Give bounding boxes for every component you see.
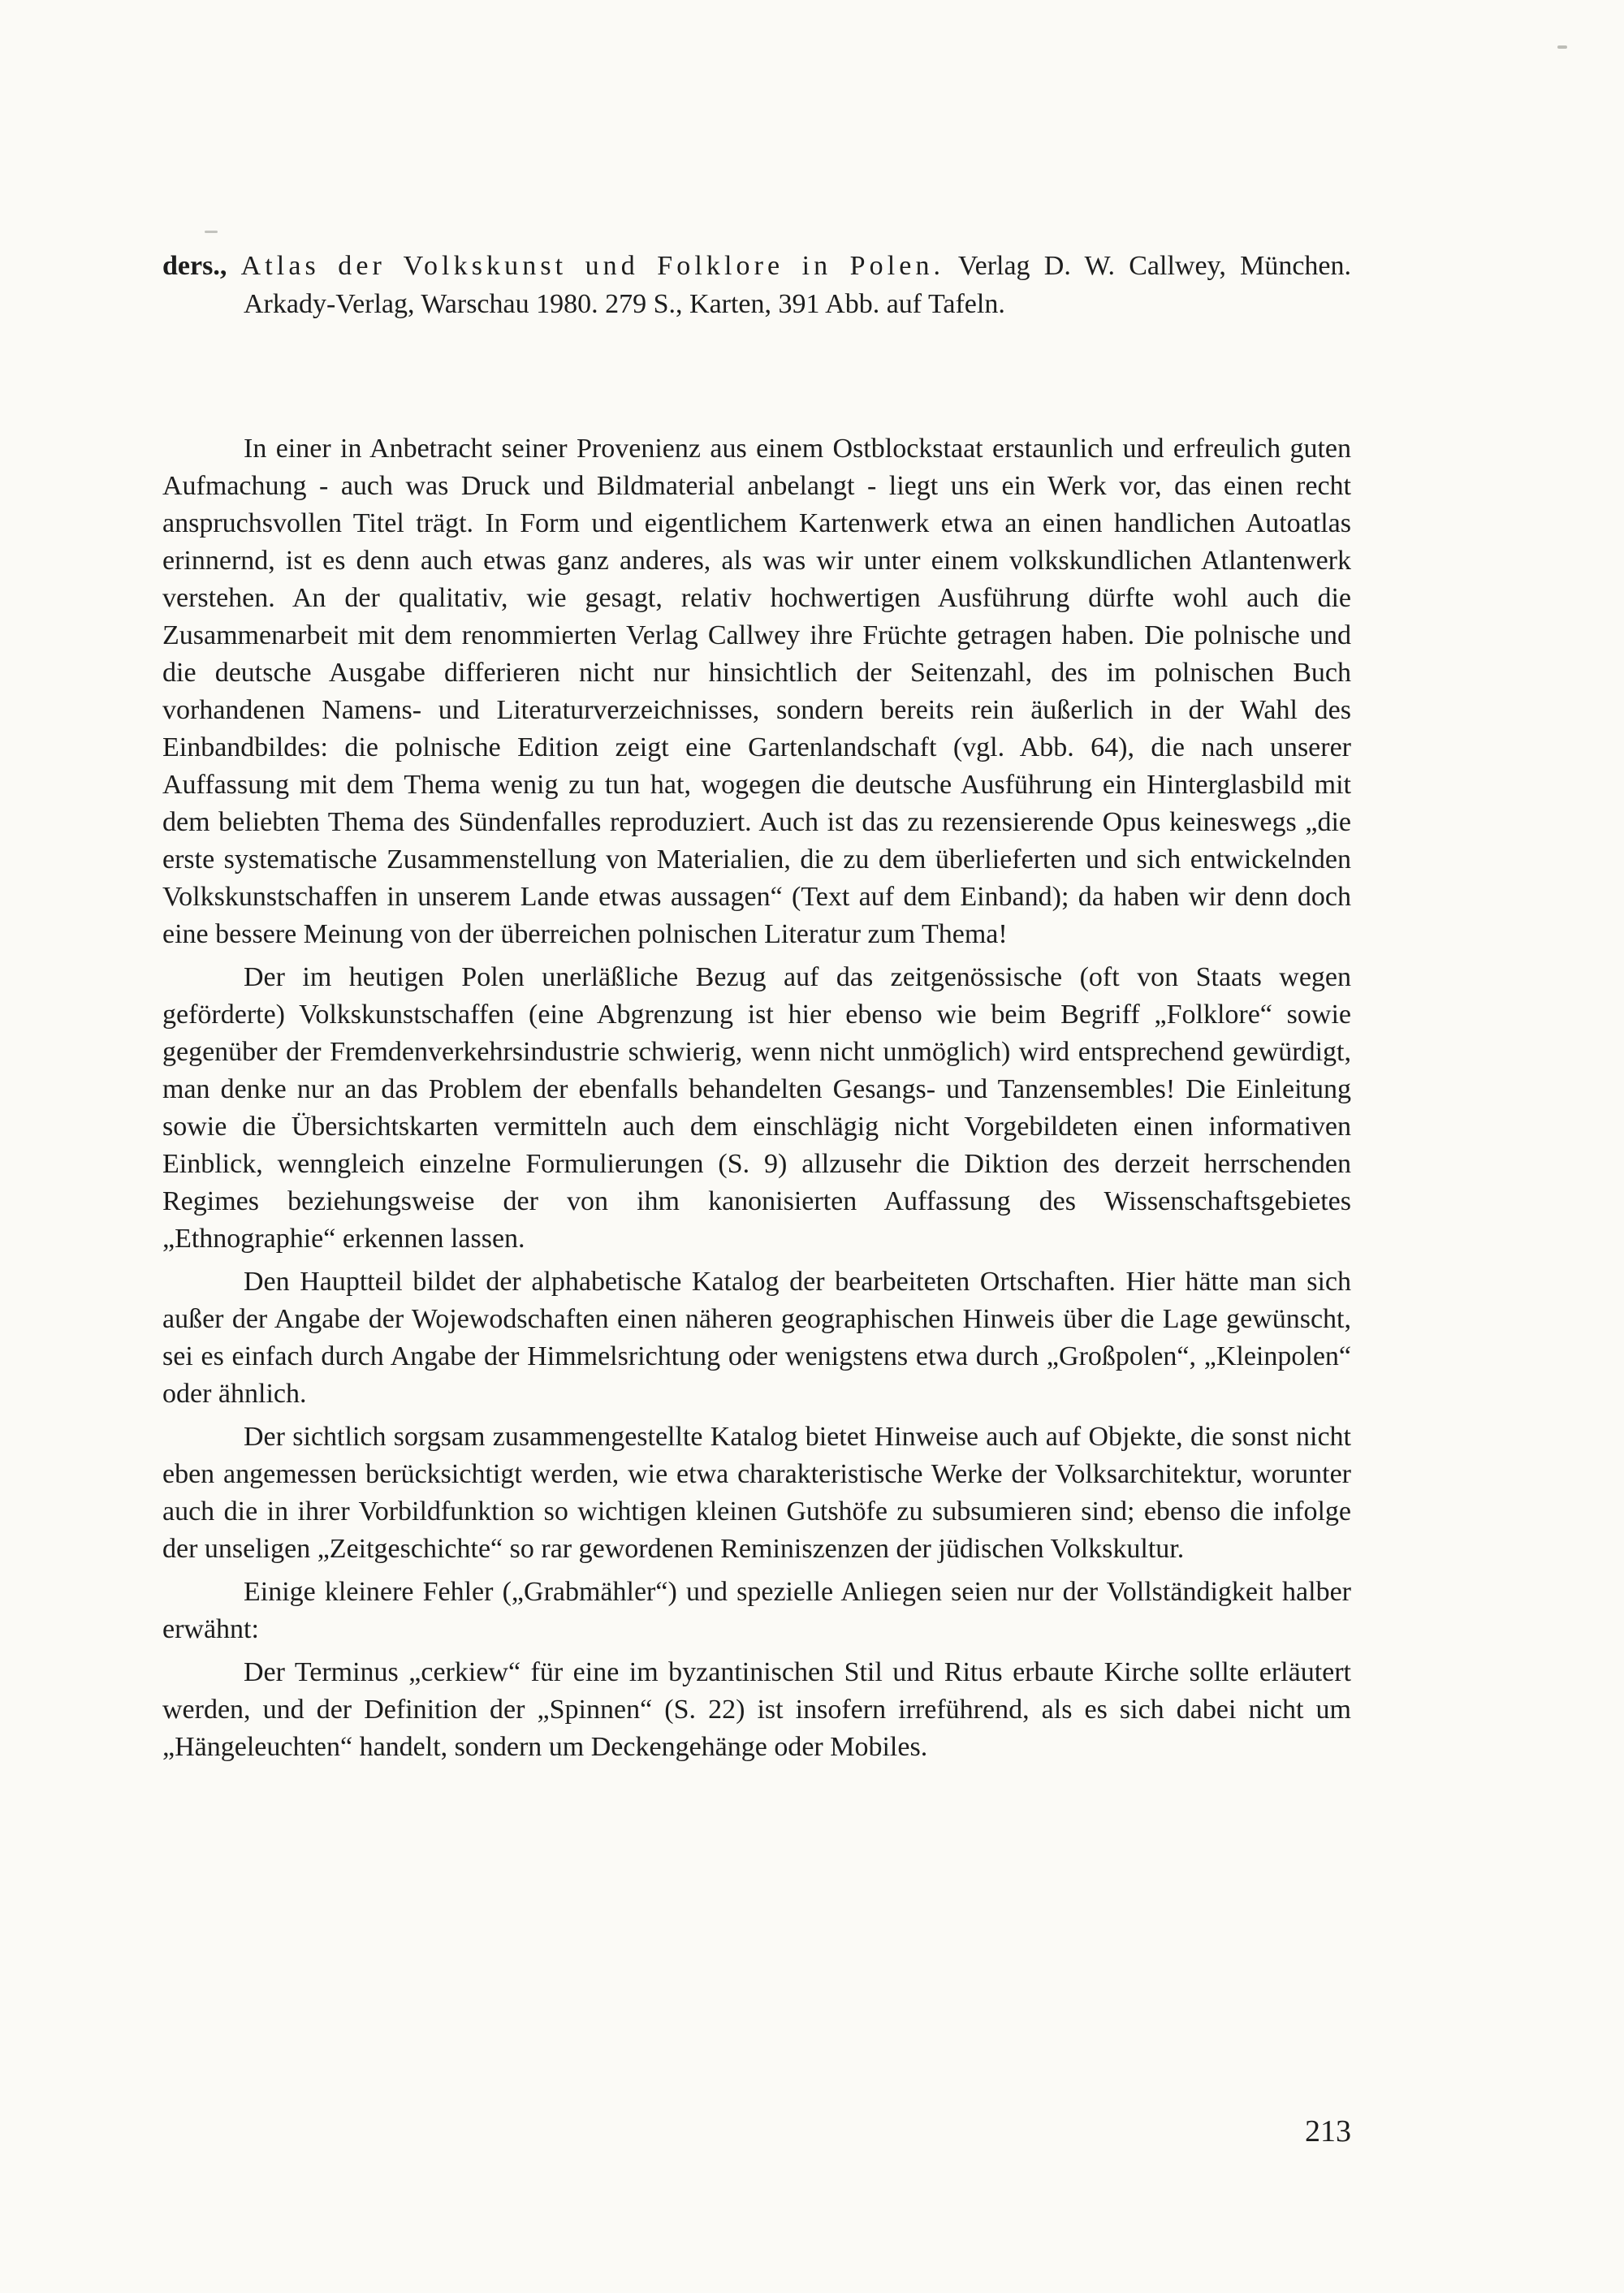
review-paragraph-1: In einer in Anbetracht seiner Provenienz aus einem Ostblockstaat erstaunlich und erfreulich guten Aufmachung - auch was Druck und Bildmaterial anbelangt - liegt uns ein Werk vor, das einen recht anspruchsvollen Titel trägt. In Form und eigentlichem Kartenwerk etwa an einen handlichen Autoatlas erinnernd, ist es denn auch etwas ganz anderes, als was wir unter einem volkskundlichen Atlantenwerk verstehen. An der qualitativ, wie gesagt, relativ hochwertigen Ausführung dürfte wohl auch die Zusammenarbeit mit dem renommierten Verlag Callwey ihre Früchte getragen haben. Die polnische und die deutsche Ausgabe differieren nicht nur hinsichtlich der Seitenzahl, des im polnischen Buch vorhandenen Namens- und Literaturverzeichnisses, sondern bereits rein äußerlich in der Wahl des Einbandbildes: die polnische Edition zeigt eine Gartenlandschaft (vgl. Abb. 64), die nach unserer Auffassung mit dem Thema wenig zu tun hat, wogegen die deutsche Ausführung ein Hinterglasbild mit dem beliebten Thema des Sündenfalles reproduziert. Auch ist das zu rezensierende Opus keineswegs „die erste systematische Zusammenstellung von Materialien, die zu dem überlieferten und sich entwickelnden Volkskunstschaffen in unserem Lande etwas aussagen“ (Text auf dem Einband); da haben wir denn doch eine bessere Meinung von der überreichen polnischen Literatur zum Thema!	[162, 434, 1351, 949]
citation-title: Atlas der Volkskunst und Folklore in Polen.	[240, 251, 945, 281]
page-footer	[162, 2113, 1351, 2150]
review-paragraph-4: Der sichtlich sorgsam zusammengestellte Katalog bietet Hinweise auch auf Objekte, die sonst nicht eben angemessen berücksichtigt werden, wie etwa charakteristische Werke der Volksarchitektur, worunter auch die in ihrer Vorbildfunktion so wichtigen kleinen Gutshöfe zu subsumieren sind; ebenso die infolge der unseligen „Zeitgeschichte“ so rar gewordenen Reminiszenzen der jüdischen Volkskultur.	[162, 1422, 1351, 1564]
review-paragraph-3: Den Hauptteil bildet der alphabetische Katalog der bearbeiteten Ortschaften. Hier hätte man sich außer der Angabe der Wojewodschaften einen näheren geographischen Hinweis über die Lage gewünscht, sei es einfach durch Angabe der Himmelsrichtung oder wenigstens etwa durch „Großpolen“, „Kleinpolen“ oder ähnlich.	[162, 1267, 1351, 1409]
scan-artifact-header	[205, 231, 218, 233]
citation-details: Verlag D. W. Callwey, München. Arkady-Verlag, Warschau 1980. 279 S., Karten, 391 Abb. auf Tafeln.	[244, 251, 1352, 319]
citation-header	[162, 247, 1351, 323]
review-paragraph-6: Der Terminus „cerkiew“ für eine im byzantinischen Stil und Ritus erbaute Kirche sollte erläutert werden, und der Definition der „Spinnen“ (S. 22) ist insofern irreführend, als es sich dabei nicht um „Hängeleuchten“ handelt, sondern um Deckengehänge oder Mobiles.	[162, 1657, 1351, 1762]
page-number: 213	[1305, 2114, 1351, 2148]
citation-author: ders.,	[162, 251, 227, 281]
review-paragraph-5: Einige kleinere Fehler („Grabmähler“) und spezielle Anliegen seien nur der Vollständigkeit halber erwähnt:	[162, 1577, 1351, 1644]
scan-artifact-top-right	[1557, 45, 1567, 49]
review-paragraph-2: Der im heutigen Polen unerläßliche Bezug auf das zeitgenössische (oft von Staats wegen geförderte) Volkskunstschaffen (eine Abgrenzung ist hier ebenso wie beim Begriff „Folklore“ sowie gegenüber der Fremdenverkehrsindustrie schwierig, wenn nicht unmöglich) wird entsprechend gewürdigt, man denke nur an das Problem der ebenfalls behandelten Gesangs- und Tanzensembles! Die Einleitung sowie die Übersichtskarten vermitteln auch dem einschlägig nicht Vorgebildeten einen informativen Einblick, wenngleich einzelne Formulierungen (S. 9) allzusehr die Diktion des derzeit herrschenden Regimes beziehungsweise der von ihm kanonisierten Auffassung des Wissenschaftsgebietes „Ethnographie“ erkennen lassen.	[162, 962, 1351, 1254]
review-body	[162, 430, 1351, 1766]
